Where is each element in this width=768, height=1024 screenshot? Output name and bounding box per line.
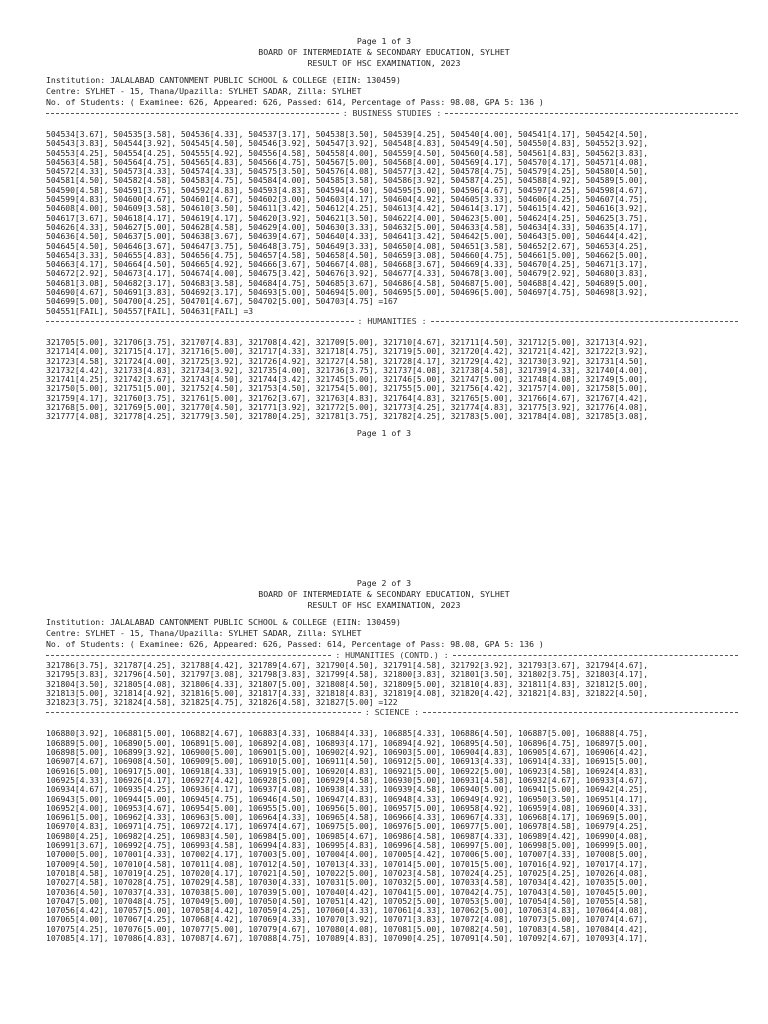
result-line: 504572[4.33], 504573[4.33], 504574[4.33], 504575[3.50], 504576[4.08], 504577[3.42], 504578[4.75], 504579[4.25], 504580[4.50],	[46, 167, 649, 177]
result-line: 504663[4.17], 504664[4.50], 504665[4.92], 504666[3.67], 504667[4.08], 504668[3.67], 504669[4.33], 504670[4.25], 504671[3.17],	[46, 260, 649, 270]
result-line: 107018[4.58], 107019[4.25], 107020[4.17], 107021[4.50], 107022[5.00], 107023[4.58], 107024[4.25], 107025[4.25], 107026[4.08],	[46, 868, 649, 878]
result-line: 107009[4.50], 107010[4.58], 107011[4.08], 107012[4.50], 107013[4.33], 107014[5.00], 107015[5.00], 107016[4.92], 107017[4.17],	[46, 859, 649, 869]
result-line: 106898[5.00], 106899[3.92], 106900[5.00], 106901[5.00], 106902[4.92], 106903[5.00], 106904[4.83], 106905[4.67], 106906[4.42],	[46, 748, 649, 758]
result-line: 107047[5.00], 107048[4.75], 107049[5.00], 107050[4.50], 107051[4.42], 107052[5.00], 107053[5.00], 107054[4.50], 107055[4.58],	[46, 896, 649, 906]
result-line: 107085[4.17], 107086[4.83], 107087[4.67], 107088[4.75], 107089[4.83], 107090[4.25], 107091[4.50], 107092[4.67], 107093[4.17],	[46, 934, 649, 944]
result-line: 107056[4.42], 107057[5.00], 107058[4.42], 107059[4.25], 107060[4.33], 107061[4.33], 107062[5.00], 107063[4.83], 107064[4.08],	[46, 906, 649, 916]
result-line: 504681[3.08], 504682[3.17], 504683[3.58], 504684[4.75], 504685[3.67], 504686[4.58], 504687[5.00], 504688[4.42], 504689[5.00],	[46, 278, 649, 288]
result-rows	[46, 338, 768, 422]
divider	[46, 321, 354, 322]
institution-line: Institution: JALALABAD CANTONMENT PUBLIC SCHOOL & COLLEGE (EIIN: 130459)	[46, 75, 401, 85]
institution-info	[46, 617, 768, 650]
result-line: 106991[3.67], 106992[4.75], 106993[4.58], 106994[4.83], 106995[4.83], 106996[4.58], 106997[5.00], 106998[5.00], 106999[5.00],	[46, 841, 649, 851]
result-line: 504654[3.33], 504655[4.83], 504656[4.75], 504657[4.58], 504658[4.50], 504659[3.08], 504660[4.75], 504661[5.00], 504662[5.00],	[46, 250, 649, 260]
result-line: 321804[3.50], 321805[4.08], 321806[4.33], 321807[5.00], 321808[4.50], 321809[5.00], 321810[4.83], 321811[4.83], 321812[5.00],	[46, 679, 649, 689]
result-rows	[46, 661, 768, 707]
result-line: 106943[5.00], 106944[5.00], 106945[4.75], 106946[4.50], 106947[4.83], 106948[4.33], 106949[4.92], 106950[3.50], 106951[4.17],	[46, 794, 649, 804]
result-line: 106916[5.00], 106917[5.00], 106918[4.33], 106919[5.00], 106920[4.83], 106921[5.00], 106922[5.00], 106923[4.58], 106924[4.83],	[46, 766, 649, 776]
result-line: 504543[3.83], 504544[3.92], 504545[4.50], 504546[3.92], 504547[3.92], 504548[4.83], 504549[4.50], 504550[4.83], 504552[3.92],	[46, 139, 649, 149]
exam-title: RESULT OF HSC EXAMINATION, 2023	[307, 58, 461, 68]
institution-line: Institution: JALALABAD CANTONMENT PUBLIC SCHOOL & COLLEGE (EIIN: 130459)	[46, 617, 401, 627]
divider	[46, 655, 331, 656]
section-title: : SCIENCE :	[364, 707, 420, 718]
page-number: Page 2 of 3	[356, 578, 412, 588]
divider	[423, 712, 738, 713]
section-title: : HUMANITIES (CONTD.) :	[335, 650, 449, 660]
result-line: 321795[3.83], 321796[4.50], 321797[3.08], 321798[3.83], 321799[4.58], 321800[3.83], 321801[3.50], 321802[3.75], 321803[4.17],	[46, 670, 649, 680]
result-line: 106889[5.00], 106890[5.00], 106891[5.00], 106892[4.08], 106893[4.17], 106894[4.92], 106895[4.50], 106896[4.75], 106897[5.00],	[46, 738, 649, 748]
result-line: 106952[4.00], 106953[4.67], 106954[5.00], 106955[5.00], 106956[5.00], 106957[5.00], 106958[4.92], 106959[4.08], 106960[4.33],	[46, 803, 649, 813]
result-line: 504534[3.67], 504535[3.58], 504536[4.33], 504537[3.17], 504538[3.50], 504539[4.25], 504540[4.00], 504541[4.17], 504542[4.50],	[46, 130, 649, 139]
result-line: 321732[4.42], 321733[4.83], 321734[3.92], 321735[4.00], 321736[3.75], 321737[4.08], 321738[4.58], 321739[4.33], 321740[4.00],	[46, 365, 649, 375]
divider	[46, 712, 361, 713]
page-footer: Page 1 of 3	[356, 427, 412, 438]
result-line: 106934[4.67], 106935[4.25], 106936[4.17], 106937[4.08], 106938[4.33], 106939[4.58], 106940[5.00], 106941[5.00], 106942[4.25],	[46, 785, 649, 795]
section-title: : HUMANITIES :	[357, 315, 427, 326]
exam-title: RESULT OF HSC EXAMINATION, 2023	[307, 600, 461, 610]
result-line: 106925[4.33], 106926[4.17], 106927[4.42], 106928[5.00], 106929[4.58], 106930[5.00], 106931[4.58], 106932[4.67], 106933[4.67],	[46, 775, 649, 785]
centre-line: Centre: SYLHET - 15, Thana/Upazilla: SYLHET SADAR, Zilla: SYLHET	[46, 86, 362, 96]
result-line: 321786[3.75], 321787[4.25], 321788[4.42], 321789[4.67], 321790[4.50], 321791[4.58], 321792[3.92], 321793[3.67], 321794[4.67],	[46, 661, 649, 670]
board-title: BOARD OF INTERMEDIATE & SECONDARY EDUCATION, SYLHET	[258, 47, 510, 57]
result-page-2	[0, 578, 768, 943]
result-line: 321813[5.00], 321814[4.92], 321816[5.00], 321817[4.33], 321818[4.83], 321819[4.08], 321820[4.42], 321821[4.83], 321822[4.50],	[46, 688, 649, 698]
result-line: 106961[5.00], 106962[4.33], 106963[5.00], 106964[4.33], 106965[4.58], 106966[4.33], 106967[4.33], 106968[4.17], 106969[5.00],	[46, 813, 649, 823]
result-rows	[46, 729, 768, 943]
result-line: 321777[4.08], 321778[4.25], 321779[3.50], 321780[4.25], 321781[3.75], 321782[4.25], 321783[5.00], 321784[4.08], 321785[3.08],	[46, 412, 649, 422]
section-header-humanities	[46, 316, 738, 327]
institution-info	[46, 75, 768, 108]
result-line: 504551[FAIL], 504557[FAIL], 504631[FAIL] =3	[46, 306, 254, 316]
result-line: 321768[5.00], 321769[5.00], 321770[4.50], 321771[3.92], 321772[5.00], 321773[4.25], 321774[4.83], 321775[3.92], 321776[4.08],	[46, 403, 649, 413]
result-line: 321823[3.75], 321824[4.58], 321825[4.75], 321826[4.58], 321827[5.00] =122	[46, 698, 398, 708]
students-line: No. of Students: ( Examinee: 626, Appeared: 626, Passed: 614, Percentage of Pass: 98.08, GPA 5: 136 )	[46, 97, 544, 107]
result-line: 107075[4.25], 107076[5.00], 107077[5.00], 107079[4.67], 107080[4.08], 107081[5.00], 107082[4.50], 107083[4.58], 107084[4.42],	[46, 924, 649, 934]
students-line: No. of Students: ( Examinee: 626, Appeared: 626, Passed: 614, Percentage of Pass: 98.08, GPA 5: 136 )	[46, 639, 544, 649]
result-line: 321759[4.17], 321760[3.75], 321761[5.00], 321762[3.67], 321763[4.83], 321764[4.83], 321765[5.00], 321766[4.67], 321767[4.42],	[46, 393, 649, 403]
result-line: 504599[4.83], 504600[4.67], 504601[4.67], 504602[3.00], 504603[4.17], 504604[4.92], 504605[3.33], 504606[4.25], 504607[4.75],	[46, 195, 649, 205]
centre-line: Centre: SYLHET - 15, Thana/Upazilla: SYLHET SADAR, Zilla: SYLHET	[46, 628, 362, 638]
page-number: Page 1 of 3	[356, 36, 412, 46]
section-header-humanities-contd	[46, 650, 738, 661]
result-line: 504617[3.67], 504618[4.17], 504619[4.17], 504620[3.92], 504621[3.50], 504622[4.00], 504623[5.00], 504624[4.25], 504625[3.75],	[46, 213, 649, 223]
result-line: 504581[4.50], 504582[4.58], 504583[4.75], 504584[4.00], 504585[3.58], 504586[3.92], 504587[4.25], 504588[4.92], 504589[5.00],	[46, 176, 649, 186]
result-line: 504608[4.00], 504609[3.58], 504610[3.50], 504611[3.42], 504612[4.25], 504613[4.42], 504614[3.17], 504615[4.42], 504616[3.92],	[46, 204, 649, 214]
result-line: 504645[4.50], 504646[3.67], 504647[3.75], 504648[3.75], 504649[3.33], 504650[4.08], 504651[3.58], 504652[2.67], 504653[4.25],	[46, 241, 649, 251]
divider	[445, 113, 738, 114]
result-line: 106907[4.67], 106908[4.50], 106909[5.00], 106910[5.00], 106911[4.50], 106912[5.00], 106913[4.33], 106914[4.33], 106915[5.00],	[46, 757, 649, 767]
board-title: BOARD OF INTERMEDIATE & SECONDARY EDUCATION, SYLHET	[258, 589, 510, 599]
result-line: 504672[2.92], 504673[4.17], 504674[4.00], 504675[3.42], 504676[3.92], 504677[4.33], 504678[3.00], 504679[2.92], 504680[3.83],	[46, 269, 649, 279]
result-line: 321714[4.00], 321715[4.17], 321716[5.00], 321717[4.33], 321718[4.75], 321719[5.00], 321720[4.42], 321721[4.42], 321722[3.92],	[46, 347, 649, 357]
result-line: 107000[5.00], 107001[4.33], 107002[4.17], 107003[5.00], 107004[4.00], 107005[4.42], 107006[5.00], 107007[4.33], 107008[5.00],	[46, 850, 649, 860]
result-rows	[46, 130, 768, 316]
result-line: 504690[4.67], 504691[3.83], 504692[3.17], 504693[5.00], 504694[5.00], 504695[5.00], 504696[5.00], 504697[4.75], 504698[3.92],	[46, 288, 649, 298]
section-header-business-studies	[46, 108, 738, 119]
result-line: 106880[3.92], 106881[5.00], 106882[4.67], 106883[4.33], 106884[4.33], 106885[4.33], 106886[4.50], 106887[5.00], 106888[4.75],	[46, 729, 649, 739]
result-page-1	[0, 36, 768, 439]
section-header-science	[46, 707, 738, 718]
result-line: 106970[4.83], 106971[4.75], 106972[4.17], 106974[4.67], 106975[5.00], 106976[5.00], 106977[5.00], 106978[4.58], 106979[4.25],	[46, 822, 649, 832]
result-line: 107065[4.00], 107067[4.25], 107068[4.42], 107069[4.33], 107070[3.92], 107071[3.83], 107072[4.08], 107073[5.00], 107074[4.67],	[46, 915, 649, 925]
result-line: 107036[4.50], 107037[4.33], 107038[5.00], 107039[5.00], 107040[4.42], 107041[5.00], 107042[4.75], 107043[4.50], 107045[5.00],	[46, 887, 649, 897]
result-line: 504553[4.25], 504554[4.25], 504555[4.92], 504556[4.58], 504558[4.00], 504559[4.50], 504560[4.58], 504561[4.83], 504562[3.83],	[46, 148, 649, 158]
result-line: 504636[4.50], 504637[5.00], 504638[3.67], 504639[4.67], 504640[4.33], 504641[3.42], 504642[5.00], 504643[5.00], 504644[4.42],	[46, 232, 649, 242]
result-line: 106980[4.25], 106982[4.25], 106983[4.50], 106984[5.00], 106985[4.67], 106986[4.58], 106987[4.33], 106989[4.42], 106990[4.08],	[46, 831, 649, 841]
divider	[46, 113, 339, 114]
result-line: 321723[4.58], 321724[4.00], 321725[3.92], 321726[4.92], 321727[4.58], 321728[4.17], 321729[4.42], 321730[3.92], 321731[4.50],	[46, 356, 649, 366]
result-line: 504699[5.00], 504700[4.25], 504701[4.67], 504702[5.00], 504703[4.75] =167	[46, 297, 398, 307]
result-line: 504590[4.58], 504591[3.75], 504592[4.83], 504593[4.83], 504594[4.50], 504595[5.00], 504596[4.67], 504597[4.25], 504598[4.67],	[46, 185, 649, 195]
section-title: : BUSINESS STUDIES :	[342, 108, 442, 118]
result-line: 321741[4.25], 321742[3.67], 321743[4.50], 321744[3.42], 321745[5.00], 321746[5.00], 321747[5.00], 321748[4.08], 321749[5.00],	[46, 375, 649, 385]
divider	[431, 321, 739, 322]
result-line: 107027[4.58], 107028[4.75], 107029[4.58], 107030[4.33], 107031[5.00], 107032[5.00], 107033[4.58], 107034[4.42], 107035[5.00],	[46, 878, 649, 888]
divider	[453, 655, 738, 656]
result-line: 504626[4.33], 504627[5.00], 504628[4.58], 504629[4.00], 504630[3.33], 504632[5.00], 504633[4.58], 504634[4.33], 504635[4.17],	[46, 222, 649, 232]
result-line: 321750[5.00], 321751[5.00], 321752[4.50], 321753[4.50], 321754[5.00], 321755[5.00], 321756[4.42], 321757[4.00], 321758[5.00],	[46, 384, 649, 394]
result-line: 504563[4.58], 504564[4.75], 504565[4.83], 504566[4.75], 504567[5.00], 504568[4.00], 504569[4.17], 504570[4.17], 504571[4.08],	[46, 157, 649, 167]
result-line: 321705[5.00], 321706[3.75], 321707[4.83], 321708[4.42], 321709[5.00], 321710[4.67], 321711[4.50], 321712[5.00], 321713[4.92],	[46, 337, 649, 347]
